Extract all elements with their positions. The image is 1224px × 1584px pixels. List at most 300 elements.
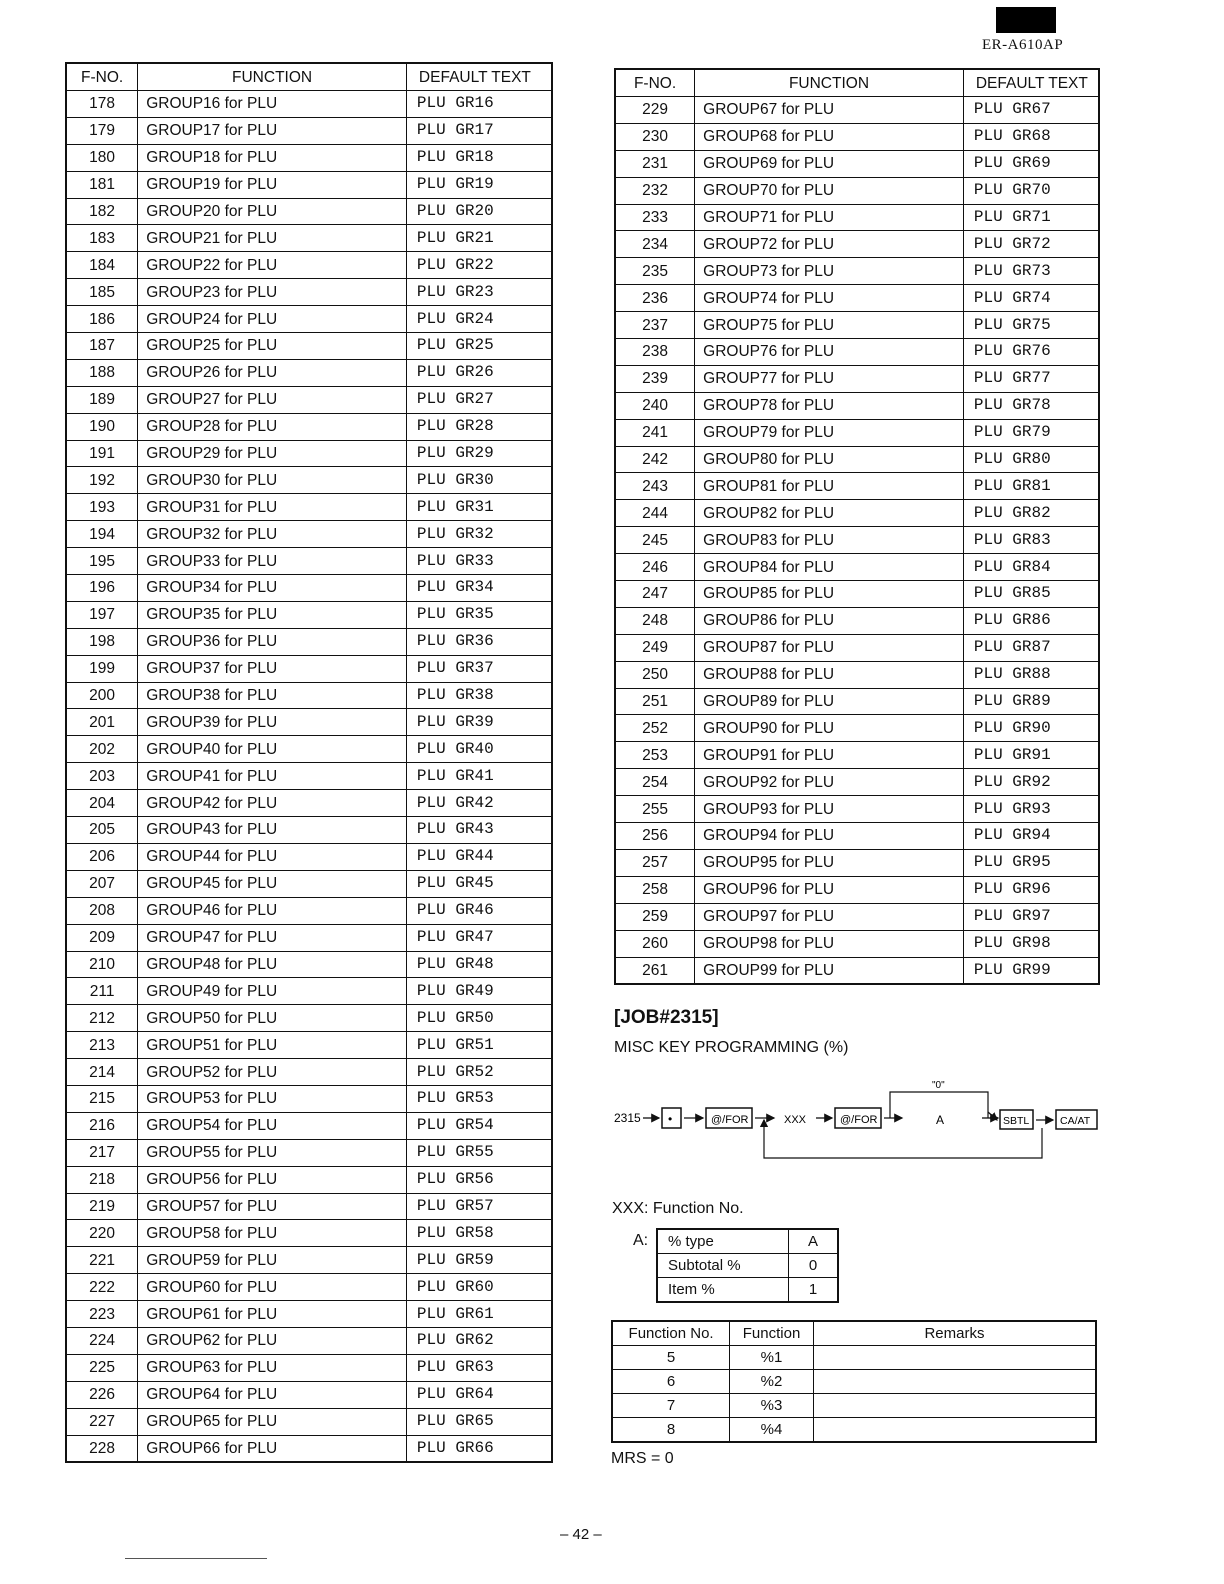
function-cell: GROUP79 for PLU (695, 419, 964, 446)
function-cell: GROUP46 for PLU (138, 897, 407, 924)
default-text-cell: PLU GR17 (406, 117, 552, 144)
mrs-note: MRS = 0 (611, 1450, 674, 1467)
fno-cell: 234 (615, 231, 695, 258)
fno-cell: 247 (615, 581, 695, 608)
table-row (615, 365, 1099, 392)
fno-cell: 250 (615, 661, 695, 688)
fno-cell: 190 (66, 413, 138, 440)
fno-cell: 254 (615, 769, 695, 796)
table-row (66, 1327, 552, 1354)
table-row (615, 150, 1099, 177)
function-name: %1 (730, 1346, 814, 1370)
fno-cell: 241 (615, 419, 695, 446)
fno-cell: 183 (66, 225, 138, 252)
table-row (615, 849, 1099, 876)
function-cell: GROUP74 for PLU (695, 285, 964, 312)
table-row (66, 843, 552, 870)
function-cell: GROUP28 for PLU (138, 413, 407, 440)
default-text-cell: PLU GR83 (963, 527, 1099, 554)
function-cell: GROUP22 for PLU (138, 252, 407, 279)
function-cell: GROUP41 for PLU (138, 763, 407, 790)
table-row (66, 333, 552, 360)
function-cell: GROUP21 for PLU (138, 225, 407, 252)
table-row (615, 446, 1099, 473)
default-text-cell: PLU GR67 (963, 97, 1099, 124)
function-cell: GROUP73 for PLU (695, 258, 964, 285)
default-text-cell: PLU GR92 (963, 769, 1099, 796)
table-row (66, 467, 552, 494)
table-row (66, 817, 552, 844)
table-row (615, 715, 1099, 742)
fno-cell: 259 (615, 903, 695, 930)
table-row (66, 386, 552, 413)
table-row (66, 1381, 552, 1408)
function-cell: GROUP35 for PLU (138, 601, 407, 628)
table-row (66, 144, 552, 171)
fno-cell: 228 (66, 1435, 138, 1462)
table-row (66, 763, 552, 790)
function-no: 7 (612, 1394, 730, 1418)
fno-cell: 235 (615, 258, 695, 285)
key-dot-label: • (668, 1112, 673, 1126)
default-text-cell: PLU GR36 (406, 628, 552, 655)
key-sbtl-label: SBTL (1003, 1115, 1030, 1127)
xxx-definition: XXX: Function No. (612, 1200, 744, 1217)
default-text-cell: PLU GR96 (963, 876, 1099, 903)
table-row (66, 198, 552, 225)
default-text-cell: PLU GR31 (406, 494, 552, 521)
function-cell: GROUP54 for PLU (138, 1112, 407, 1139)
function-cell: GROUP51 for PLU (138, 1032, 407, 1059)
default-text-cell: PLU GR42 (406, 790, 552, 817)
table-row (615, 554, 1099, 581)
default-text-cell: PLU GR86 (963, 607, 1099, 634)
table-row (615, 581, 1099, 608)
flow-start-number: 2315 (614, 1111, 641, 1125)
default-text-cell: PLU GR21 (406, 225, 552, 252)
default-text-cell: PLU GR53 (406, 1085, 552, 1112)
fno-cell: 216 (66, 1112, 138, 1139)
key-ca-at-label: CA/AT (1060, 1115, 1091, 1127)
fno-cell: 209 (66, 924, 138, 951)
table-row (615, 473, 1099, 500)
function-name: %2 (730, 1370, 814, 1394)
table-row (657, 1278, 838, 1303)
function-cell: GROUP78 for PLU (695, 392, 964, 419)
default-text-cell: PLU GR43 (406, 817, 552, 844)
remarks (813, 1418, 1096, 1443)
table-row (66, 359, 552, 386)
table-row (615, 500, 1099, 527)
table-row (66, 1435, 552, 1462)
function-cell: GROUP97 for PLU (695, 903, 964, 930)
function-cell: GROUP81 for PLU (695, 473, 964, 500)
fno-cell: 222 (66, 1274, 138, 1301)
function-cell: GROUP26 for PLU (138, 359, 407, 386)
table-row (66, 1112, 552, 1139)
table-row (615, 607, 1099, 634)
a-definition-label: A: (633, 1232, 649, 1249)
fno-cell: 245 (615, 527, 695, 554)
fno-cell: 226 (66, 1381, 138, 1408)
default-text-cell: PLU GR35 (406, 601, 552, 628)
default-text-cell: PLU GR51 (406, 1032, 552, 1059)
table-row (66, 1166, 552, 1193)
fno-cell: 220 (66, 1220, 138, 1247)
function-cell: GROUP36 for PLU (138, 628, 407, 655)
fno-cell: 182 (66, 198, 138, 225)
fno-cell: 196 (66, 575, 138, 602)
fno-cell: 205 (66, 817, 138, 844)
fno-cell: 194 (66, 521, 138, 548)
fno-cell: 256 (615, 823, 695, 850)
default-text-cell: PLU GR65 (406, 1408, 552, 1435)
table-row (66, 1193, 552, 1220)
fno-cell: 217 (66, 1139, 138, 1166)
function-cell: GROUP25 for PLU (138, 333, 407, 360)
table-row (66, 521, 552, 548)
default-text-cell: PLU GR64 (406, 1381, 552, 1408)
table-row (615, 177, 1099, 204)
default-text-cell: PLU GR71 (963, 204, 1099, 231)
fno-cell: 187 (66, 333, 138, 360)
type-value: 0 (789, 1254, 839, 1278)
default-text-cell: PLU GR34 (406, 575, 552, 602)
default-text-cell: PLU GR19 (406, 171, 552, 198)
default-text-cell: PLU GR90 (963, 715, 1099, 742)
function-cell: GROUP39 for PLU (138, 709, 407, 736)
table-row (66, 1005, 552, 1032)
function-cell: GROUP70 for PLU (695, 177, 964, 204)
table-row (66, 951, 552, 978)
fno-cell: 244 (615, 500, 695, 527)
table-row (66, 494, 552, 521)
default-text-cell: PLU GR97 (963, 903, 1099, 930)
default-text-cell: PLU GR29 (406, 440, 552, 467)
default-text-cell: PLU GR79 (963, 419, 1099, 446)
function-cell: GROUP68 for PLU (695, 123, 964, 150)
flow-a: A (936, 1113, 945, 1127)
function-number-table (611, 1320, 1097, 1443)
default-text-cell: PLU GR52 (406, 1059, 552, 1086)
fno-cell: 219 (66, 1193, 138, 1220)
table-row (615, 796, 1099, 823)
fno-cell: 213 (66, 1032, 138, 1059)
default-text-cell: PLU GR24 (406, 306, 552, 333)
table-row (615, 823, 1099, 850)
function-cell: GROUP76 for PLU (695, 339, 964, 366)
default-text-cell: PLU GR80 (963, 446, 1099, 473)
table-row (612, 1418, 1096, 1443)
fno-cell: 233 (615, 204, 695, 231)
default-text-cell: PLU GR22 (406, 252, 552, 279)
function-cell: GROUP37 for PLU (138, 655, 407, 682)
table-row (66, 736, 552, 763)
default-text-cell: PLU GR87 (963, 634, 1099, 661)
table-row (66, 1247, 552, 1274)
fno-cell: 232 (615, 177, 695, 204)
function-cell: GROUP17 for PLU (138, 117, 407, 144)
fno-cell: 246 (615, 554, 695, 581)
default-text-cell: PLU GR89 (963, 688, 1099, 715)
function-cell: GROUP71 for PLU (695, 204, 964, 231)
function-cell: GROUP92 for PLU (695, 769, 964, 796)
fno-cell: 211 (66, 978, 138, 1005)
default-text-cell: PLU GR69 (963, 150, 1099, 177)
default-text-cell: PLU GR88 (963, 661, 1099, 688)
fno-cell: 238 (615, 339, 695, 366)
table-row (66, 306, 552, 333)
table-row (66, 1032, 552, 1059)
fno-cell: 255 (615, 796, 695, 823)
table-row (66, 1274, 552, 1301)
table-row (66, 117, 552, 144)
fno-cell: 261 (615, 957, 695, 984)
table-row (66, 924, 552, 951)
default-text-cell: PLU GR18 (406, 144, 552, 171)
fno-cell: 236 (615, 285, 695, 312)
function-cell: GROUP75 for PLU (695, 312, 964, 339)
table-row (615, 285, 1099, 312)
default-text-cell: PLU GR74 (963, 285, 1099, 312)
fno-cell: 239 (615, 365, 695, 392)
function-cell: GROUP38 for PLU (138, 682, 407, 709)
default-text-cell: PLU GR70 (963, 177, 1099, 204)
function-cell: GROUP95 for PLU (695, 849, 964, 876)
fno-cell: 206 (66, 843, 138, 870)
type-value: 1 (789, 1278, 839, 1303)
function-cell: GROUP58 for PLU (138, 1220, 407, 1247)
table-row (615, 419, 1099, 446)
table-row (615, 688, 1099, 715)
table-row (66, 870, 552, 897)
default-text-cell: PLU GR94 (963, 823, 1099, 850)
type-name: Subtotal % (657, 1254, 789, 1278)
table-row (66, 682, 552, 709)
fno-cell: 227 (66, 1408, 138, 1435)
fno-cell: 180 (66, 144, 138, 171)
table-row (615, 661, 1099, 688)
fno-cell: 203 (66, 763, 138, 790)
fno-cell: 188 (66, 359, 138, 386)
function-cell: GROUP30 for PLU (138, 467, 407, 494)
default-text-cell: PLU GR57 (406, 1193, 552, 1220)
function-cell: GROUP23 for PLU (138, 279, 407, 306)
table-row (66, 1408, 552, 1435)
header-function-no: Function No. (612, 1321, 730, 1346)
table-row (657, 1229, 838, 1254)
table-row (615, 123, 1099, 150)
default-text-cell: PLU GR46 (406, 897, 552, 924)
default-text-cell: PLU GR26 (406, 359, 552, 386)
default-text-cell: PLU GR78 (963, 392, 1099, 419)
fno-cell: 231 (615, 150, 695, 177)
table-row (615, 903, 1099, 930)
default-text-cell: PLU GR48 (406, 951, 552, 978)
function-cell: GROUP55 for PLU (138, 1139, 407, 1166)
default-text-cell: PLU GR59 (406, 1247, 552, 1274)
key-sequence-diagram (612, 1076, 1104, 1166)
table-row (66, 1139, 552, 1166)
fno-cell: 224 (66, 1327, 138, 1354)
function-cell: GROUP42 for PLU (138, 790, 407, 817)
fno-cell: 248 (615, 607, 695, 634)
type-value: A (789, 1229, 839, 1254)
function-cell: GROUP87 for PLU (695, 634, 964, 661)
default-text-cell: PLU GR38 (406, 682, 552, 709)
default-text-cell: PLU GR72 (963, 231, 1099, 258)
fno-cell: 200 (66, 682, 138, 709)
fno-cell: 223 (66, 1301, 138, 1328)
function-name: %4 (730, 1418, 814, 1443)
fno-cell: 240 (615, 392, 695, 419)
fno-cell: 179 (66, 117, 138, 144)
table-row (615, 339, 1099, 366)
fno-cell: 202 (66, 736, 138, 763)
table-row (615, 742, 1099, 769)
fno-cell: 193 (66, 494, 138, 521)
default-text-cell: PLU GR91 (963, 742, 1099, 769)
function-cell: GROUP88 for PLU (695, 661, 964, 688)
function-cell: GROUP66 for PLU (138, 1435, 407, 1462)
table-row (66, 601, 552, 628)
function-no: 5 (612, 1346, 730, 1370)
function-cell: GROUP82 for PLU (695, 500, 964, 527)
function-cell: GROUP60 for PLU (138, 1274, 407, 1301)
table-row (66, 279, 552, 306)
key-at-for-2-label: @/FOR (840, 1114, 878, 1126)
table-row (615, 392, 1099, 419)
function-cell: GROUP77 for PLU (695, 365, 964, 392)
fno-cell: 252 (615, 715, 695, 742)
function-no: 6 (612, 1370, 730, 1394)
function-cell: GROUP45 for PLU (138, 870, 407, 897)
table-row (66, 1059, 552, 1086)
fno-cell: 208 (66, 897, 138, 924)
default-text-cell: PLU GR20 (406, 198, 552, 225)
fno-cell: 189 (66, 386, 138, 413)
function-cell: GROUP69 for PLU (695, 150, 964, 177)
table-header-row (66, 63, 552, 91)
function-cell: GROUP50 for PLU (138, 1005, 407, 1032)
default-text-cell: PLU GR27 (406, 386, 552, 413)
table-row (615, 312, 1099, 339)
default-text-cell: PLU GR16 (406, 91, 552, 118)
fno-cell: 212 (66, 1005, 138, 1032)
type-name: Item % (657, 1278, 789, 1303)
fno-cell: 221 (66, 1247, 138, 1274)
function-cell: GROUP80 for PLU (695, 446, 964, 473)
table-row (66, 225, 552, 252)
fno-cell: 184 (66, 252, 138, 279)
fno-cell: 214 (66, 1059, 138, 1086)
default-text-cell: PLU GR39 (406, 709, 552, 736)
table-header-row (612, 1321, 1096, 1346)
default-text-cell: PLU GR63 (406, 1354, 552, 1381)
function-name: %3 (730, 1394, 814, 1418)
function-cell: GROUP29 for PLU (138, 440, 407, 467)
table-row (615, 769, 1099, 796)
model-number: ER-A610AP (982, 37, 1064, 53)
fno-cell: 198 (66, 628, 138, 655)
function-cell: GROUP48 for PLU (138, 951, 407, 978)
header-remarks: Remarks (813, 1321, 1096, 1346)
function-cell: GROUP63 for PLU (138, 1354, 407, 1381)
fno-cell: 242 (615, 446, 695, 473)
function-cell: GROUP85 for PLU (695, 581, 964, 608)
function-cell: GROUP24 for PLU (138, 306, 407, 333)
function-cell: GROUP53 for PLU (138, 1085, 407, 1112)
flow-zero: "0" (932, 1080, 945, 1091)
default-text-cell: PLU GR54 (406, 1112, 552, 1139)
function-cell: GROUP98 for PLU (695, 930, 964, 957)
fno-cell: 237 (615, 312, 695, 339)
function-cell: GROUP83 for PLU (695, 527, 964, 554)
table-header-row (615, 69, 1099, 97)
function-cell: GROUP43 for PLU (138, 817, 407, 844)
footer-rule (125, 1558, 267, 1559)
table-row (615, 204, 1099, 231)
fno-cell: 197 (66, 601, 138, 628)
default-text-cell: PLU GR75 (963, 312, 1099, 339)
function-cell: GROUP67 for PLU (695, 97, 964, 124)
job-subtitle: MISC KEY PROGRAMMING (%) (614, 1039, 849, 1056)
default-text-cell: PLU GR95 (963, 849, 1099, 876)
default-text-cell: PLU GR37 (406, 655, 552, 682)
default-text-cell: PLU GR47 (406, 924, 552, 951)
default-text-cell: PLU GR84 (963, 554, 1099, 581)
function-cell: GROUP57 for PLU (138, 1193, 407, 1220)
table-row (66, 1354, 552, 1381)
function-cell: GROUP34 for PLU (138, 575, 407, 602)
function-cell: GROUP16 for PLU (138, 91, 407, 118)
function-cell: GROUP62 for PLU (138, 1327, 407, 1354)
fno-cell: 181 (66, 171, 138, 198)
function-cell: GROUP64 for PLU (138, 1381, 407, 1408)
table-row (615, 527, 1099, 554)
default-text-cell: PLU GR76 (963, 339, 1099, 366)
table-row (66, 1220, 552, 1247)
fno-cell: 178 (66, 91, 138, 118)
header-fno: F-NO. (615, 69, 695, 97)
fno-cell: 257 (615, 849, 695, 876)
function-cell: GROUP72 for PLU (695, 231, 964, 258)
default-text-cell: PLU GR93 (963, 796, 1099, 823)
default-text-cell: PLU GR55 (406, 1139, 552, 1166)
default-text-cell: PLU GR66 (406, 1435, 552, 1462)
table-row (612, 1394, 1096, 1418)
default-text-cell: PLU GR58 (406, 1220, 552, 1247)
fno-cell: 258 (615, 876, 695, 903)
table-row (66, 709, 552, 736)
fno-cell: 201 (66, 709, 138, 736)
table-row (66, 171, 552, 198)
header-function: FUNCTION (138, 63, 407, 91)
table-row (66, 790, 552, 817)
remarks (813, 1346, 1096, 1370)
table-row (66, 91, 552, 118)
default-text-cell: PLU GR49 (406, 978, 552, 1005)
function-cell: GROUP49 for PLU (138, 978, 407, 1005)
fno-cell: 192 (66, 467, 138, 494)
function-cell: GROUP18 for PLU (138, 144, 407, 171)
function-cell: GROUP94 for PLU (695, 823, 964, 850)
function-cell: GROUP89 for PLU (695, 688, 964, 715)
table-row (66, 1301, 552, 1328)
fno-cell: 210 (66, 951, 138, 978)
table-row (66, 978, 552, 1005)
fno-cell: 230 (615, 123, 695, 150)
